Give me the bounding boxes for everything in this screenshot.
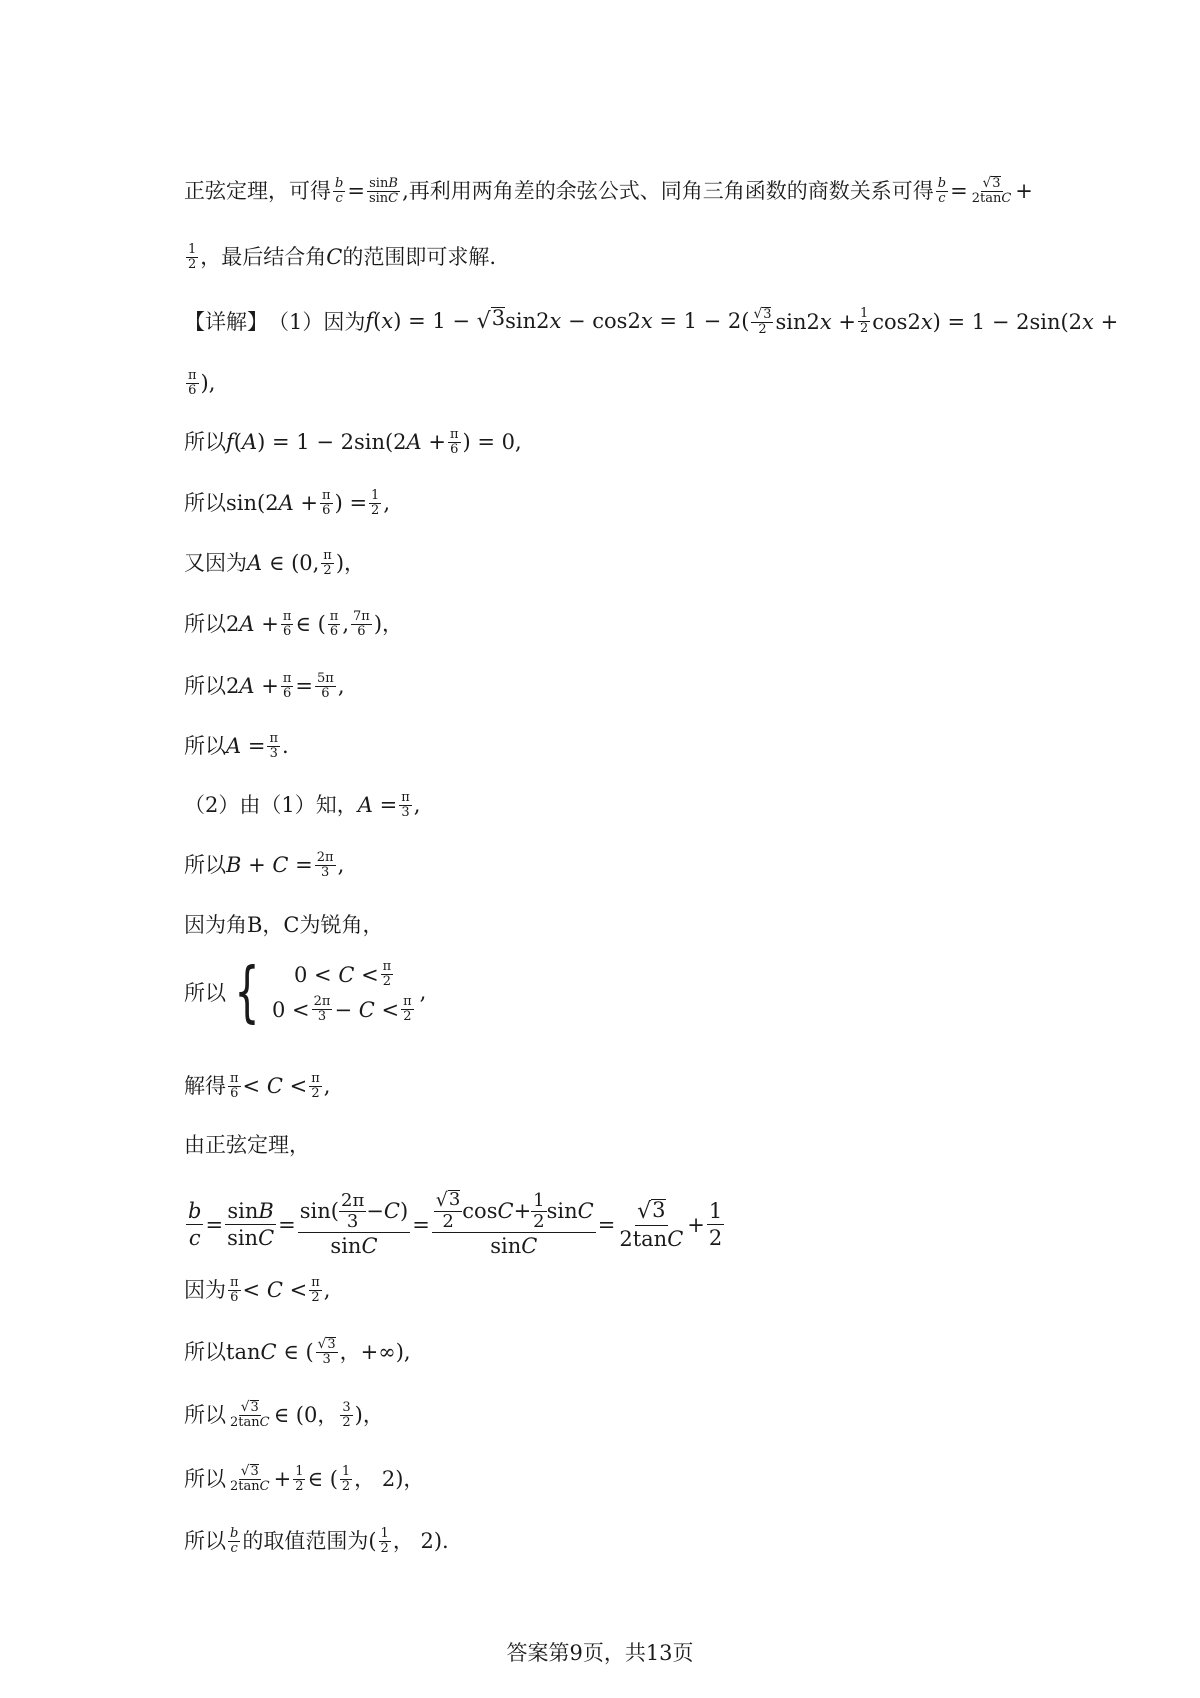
- math-frac: $\frac{b}{c}$: [937, 175, 947, 206]
- text-because: 因为: [184, 1278, 226, 1302]
- text-range-is: 的取值范围为: [242, 1529, 369, 1553]
- math-frac: √ 3 2tanC: [619, 1197, 684, 1251]
- text-method: 再利用两角差的余弦公式、同角三角函数的商数关系可得: [408, 179, 934, 203]
- step-BC: 所以 B + C = $\frac{2\pi}{3}$ ,: [184, 849, 345, 880]
- math-frac: $\frac{\pi}{6}$: [322, 487, 331, 518]
- math-frac: √ 3 2tanC: [971, 175, 1012, 206]
- math-frac: √ 3 2tanC: [230, 1399, 270, 1430]
- step-because-C: 因为 $\frac{\pi}{6}$ < C < $\frac{\pi}{2}$ ,: [184, 1274, 331, 1305]
- text-so: 所以: [184, 430, 226, 454]
- math-frac: $\frac{\pi}{2}$: [403, 994, 412, 1024]
- math-frac: $\frac{1}{2}$: [708, 1199, 723, 1250]
- math-frac: $\frac{\pi}{2}$: [311, 1274, 320, 1305]
- math-frac: sin( $\frac{2\pi}{3}$ − C ) sinC: [299, 1189, 409, 1258]
- step-tanC: 所以 tanC ∈ ( √ 3 3 ， +∞),: [184, 1336, 411, 1367]
- display-equation: $\frac{b}{c}$ = $\frac{\sin B}{\sin C}$ = sin( $\frac{2\pi}{3}$ − C ) sinC = √ 3 2 cos C + $\frac{1}{2}$ sin C sinC = √ 3 2tanC + $\frac{1}{2}$: [188, 1189, 723, 1258]
- math-frac: $\frac{\pi}{2}$: [311, 1070, 320, 1101]
- math-frac: $\frac{\pi}{2}$: [382, 959, 392, 989]
- step-2A-value: 所以 2A + $\frac{\pi}{6}$ = $\frac{5\pi}{6}$ ,: [184, 670, 345, 701]
- math-frac: $\frac{1}{2}$: [859, 306, 869, 336]
- text-sine-law: 正弦定理，可得: [184, 179, 331, 203]
- text-so: 所以: [184, 1529, 226, 1553]
- math-frac: $\frac{\pi}{3}$: [401, 789, 410, 820]
- math-frac: $\frac{1}{2}$: [295, 1463, 304, 1494]
- math-frac: $\frac{7\pi}{6}$: [353, 608, 370, 639]
- math-frac: $\frac{3}{2}$: [342, 1399, 351, 1430]
- math-frac: $\frac{2\pi}{3}$: [313, 994, 331, 1024]
- math-frac: $\frac{5\pi}{6}$: [316, 670, 334, 701]
- step-acute: [184, 910, 1040, 940]
- math-frac: $\frac{2\pi}{3}$: [316, 849, 334, 880]
- math-frac: $\frac{\pi}{6}$: [188, 367, 197, 398]
- math-frac: $\frac{\pi}{2}$: [323, 547, 332, 578]
- math-frac: $\frac{b}{c}$: [335, 175, 344, 206]
- step-sin: 所以 sin(2A + $\frac{\pi}{6}$ ) = $\frac{1}{2}$ ,: [184, 487, 391, 518]
- math-frac: $\frac{b}{c}$: [230, 1525, 239, 1556]
- step-2A-range: 所以 2A + $\frac{\pi}{6}$ ∈ ( $\frac{\pi}{6}$ , $\frac{7\pi}{6}$ )，: [184, 608, 404, 639]
- math-frac: √ 3 2tanC: [230, 1463, 270, 1494]
- math-frac: √ 3 3: [317, 1336, 336, 1367]
- text-acute: 因为角B，C为锐角，: [184, 913, 384, 937]
- text-sine-law: 由正弦定理，: [184, 1133, 310, 1157]
- part1-label: （1）因为: [268, 309, 366, 334]
- math-frac: √ 3 2 cos C + $\frac{1}{2}$ sin C sinC: [432, 1190, 596, 1259]
- text-so: 所以: [184, 674, 226, 698]
- text-so: 所以: [184, 1340, 226, 1364]
- text-so: 所以: [184, 1467, 226, 1491]
- math-frac: $\frac{\pi}{3}$: [269, 730, 278, 761]
- detail-label: 【详解】: [184, 309, 268, 334]
- step-sine-law: [184, 1130, 1040, 1160]
- step-A-value: 所以 A = $\frac{\pi}{3}$ .: [184, 730, 289, 761]
- detail-line-2: $\frac{\pi}{6}$ ),: [188, 367, 216, 398]
- text-so: 所以: [184, 612, 226, 636]
- math-frac: $\frac{1}{2}$: [188, 241, 197, 272]
- text-so: 所以: [184, 491, 226, 515]
- page-footer: 答案第9页，共13页: [506, 1641, 694, 1665]
- math-frac: √ 3 2: [753, 305, 772, 337]
- math-frac: $\frac{\sin B}{\sin C}$: [227, 1199, 275, 1250]
- step-sum-range: 所以 √ 3 2tanC + $\frac{1}{2}$ ∈ ( $\frac{1}{2}$ ， 2)，: [184, 1463, 425, 1494]
- step-fraction-range: 所以 √ 3 2tanC ∈ (0， $\frac{3}{2}$ )，: [184, 1399, 384, 1430]
- text-solve-range: 的范围即可求解.: [342, 245, 497, 269]
- var-c: C: [326, 245, 343, 269]
- step-C-range: 解得 $\frac{\pi}{6}$ < C < $\frac{\pi}{2}$ ,: [184, 1070, 331, 1101]
- left-brace: {: [234, 953, 260, 1030]
- text-finally: ，最后结合角: [200, 245, 327, 269]
- math-frac: $\frac{\pi}{6}$: [282, 670, 292, 701]
- inequality-system: 所以 { 0 < C < $\frac{\pi}{2}$ 0 < $\frac{2\pi}{3}$ − C < $\frac{\pi}{2}$ ,: [184, 953, 427, 1030]
- math-frac: $\frac{1}{2}$: [380, 1525, 389, 1556]
- step-conclusion: 所以 $\frac{b}{c}$ 的取值范围为 ( $\frac{1}{2}$ ， 2).: [184, 1525, 449, 1556]
- intro-line-1: 正弦定理，可得 $\frac{b}{c}$ = $\frac{\sin B}{\sin C}$ , 再利用两角差的余弦公式、同角三角函数的商数关系可得 $\frac{b}{c}$ = √ 3 2tanC +: [184, 175, 1033, 206]
- math-frac: $\frac{b}{c}$: [188, 1199, 202, 1250]
- intro-line-2: [184, 242, 1040, 272]
- text-so: 所以: [184, 1403, 226, 1427]
- math-frac: $\frac{\pi}{6}$: [329, 608, 339, 639]
- math-frac: $\frac{\pi}{6}$: [282, 608, 292, 639]
- text-so: 所以: [184, 853, 226, 877]
- text-so: 所以: [184, 734, 226, 758]
- step-fA: 所以 f(A) = 1 − 2sin(2A + $\frac{\pi}{6}$ ) = 0,: [184, 426, 522, 457]
- text-so: 所以: [184, 981, 226, 1005]
- math-frac: $\frac{1}{2}$: [371, 487, 380, 518]
- part2-line: （2）由（1）知， A = $\frac{\pi}{3}$ ,: [184, 789, 421, 820]
- part2-label: （2）由（1）知，: [184, 793, 358, 817]
- math-frac: $\frac{\sin B}{\sin C}$: [368, 175, 399, 206]
- math-frac: $\frac{\pi}{6}$: [230, 1274, 239, 1305]
- step-A-range: 又因为 A ∈ (0, $\frac{\pi}{2}$ )，: [184, 547, 366, 578]
- text-solve: 解得: [184, 1074, 226, 1098]
- math-frac: $\frac{1}{2}$: [341, 1463, 351, 1494]
- math-frac: $\frac{\pi}{6}$: [230, 1070, 239, 1101]
- math-frac: $\frac{\pi}{6}$: [450, 426, 459, 457]
- detail-line-1: 【详解】 （1）因为 f(x) = 1 − √ 3 sin2x − cos2x = 1 − 2( √ 3 2 sin2x + $\frac{1}{2}$ cos2x) = 1 − 2sin(2x +: [184, 305, 1119, 337]
- text-also: 又因为: [184, 551, 247, 575]
